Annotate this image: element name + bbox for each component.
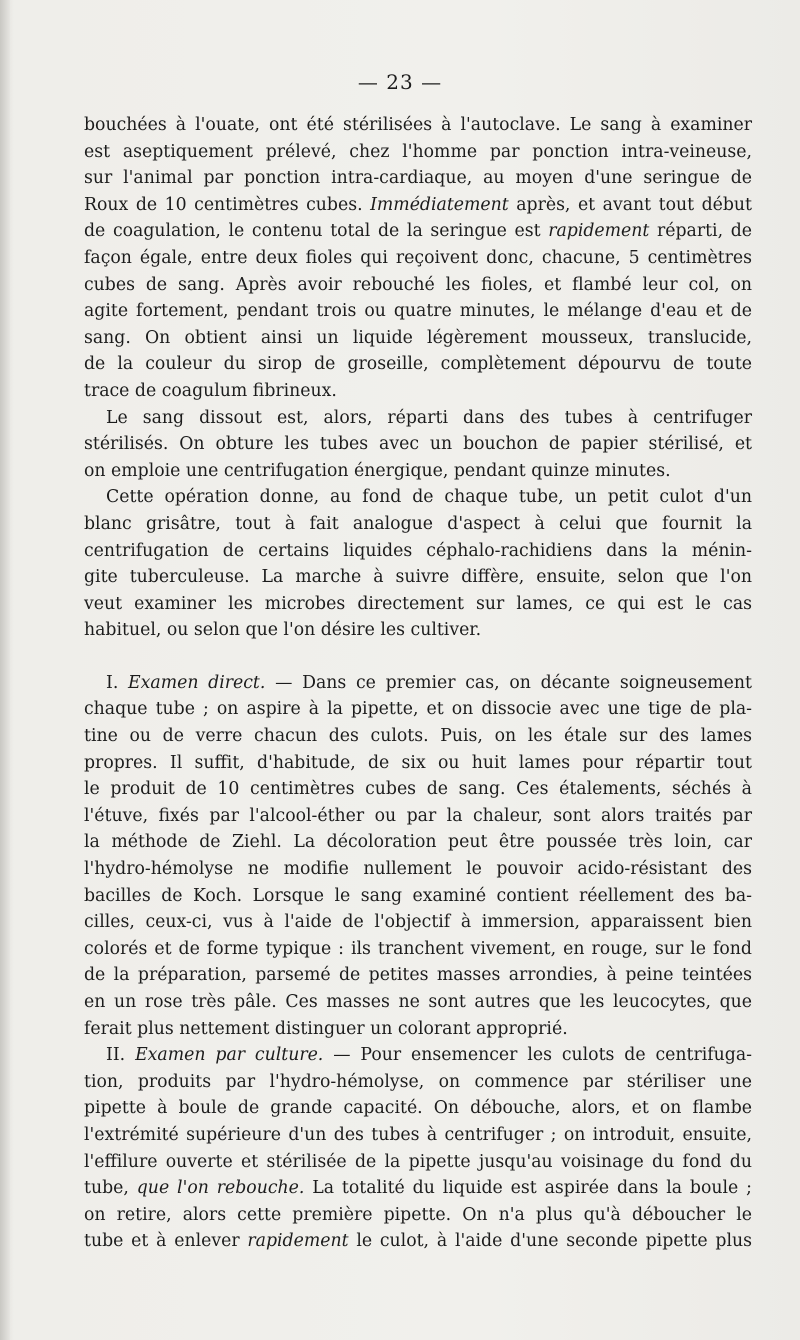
italic-phrase: que l'on rebouche. [136,1178,305,1199]
text-line: ferait plus nettement distinguer un colorant approprié. [84,1018,568,1039]
text-line: Cette opération donne, au fond de chaque tube, un petit culot d'un [106,487,752,508]
page-number: — 23 — [357,70,443,94]
body-text [84,112,752,1255]
paragraph-gap [84,644,752,670]
text-line: on retire, alors cette première pipette. On n'a plus qu'à déboucher le [84,1204,752,1225]
text-line: tion, produits par l'hydro-hémolyse, on commence par stériliser une [84,1071,752,1092]
text-line: II. Examen par culture. — Pour ensemencer les culots de centrifuga- [106,1045,753,1066]
italic-phrase: Examen direct. [128,672,266,693]
text-line: habituel, ou selon que l'on désire les cultiver. [84,620,482,641]
text-line: blanc grisâtre, tout à fait analogue d'aspect à celui que fournit la [84,513,752,534]
text-line: stérilisés. On obture les tubes avec un bouchon de papier stérilisé, et [84,434,752,455]
text-line: agite fortement, pendant trois ou quatre minutes, le mélange d'eau et de [84,301,752,322]
text-line: centrifugation de certains liquides céphalo-rachidiens dans la ménin- [84,540,752,561]
text-line: de la préparation, parsemé de petites masses arrondies, à peine teintées [84,965,752,986]
text-line: I. Examen direct. — Dans ce premier cas, on décante soigneusement [106,672,752,693]
text-line: tine ou de verre chacun des culots. Puis, on les étale sur des lames [84,726,752,747]
text-line: tube, que l'on rebouche. La totalité du liquide est aspirée dans la boule ; [84,1178,752,1199]
text-line: chaque tube ; on aspire à la pipette, et on dissocie avec une tige de pla- [84,699,752,720]
text-line: pipette à boule de grande capacité. On débouche, alors, et on flambe [84,1098,752,1119]
text-line: on emploie une centrifugation énergique, pendant quinze minutes. [84,460,671,481]
italic-phrase: rapidement [247,1231,349,1252]
text-line: cubes de sang. Après avoir rebouché les fioles, et flambé leur col, on [84,274,752,295]
page-binding-edge [0,0,10,1340]
text-line: la méthode de Ziehl. La décoloration peut être poussée très loin, car [84,832,752,853]
text-line: propres. Il suffit, d'habitude, de six ou huit lames pour répartir tout [84,752,752,773]
text-line: est aseptiquement prélevé, chez l'homme par ponction intra-veineuse, [84,141,752,162]
text-line: l'extrémité supérieure d'un des tubes à centrifuger ; on introduit, ensuite, [84,1124,752,1145]
text-line: façon égale, entre deux fioles qui reçoivent donc, chacune, 5 centimètres [84,247,752,268]
text-line: de la couleur du sirop de groseille, complètement dépourvu de toute [84,354,752,375]
text-line: en un rose très pâle. Ces masses ne sont autres que les leucocytes, que [84,992,752,1012]
italic-phrase: rapidement [548,221,650,242]
text-line: le produit de 10 centimètres cubes de sang. Ces étalements, séchés à [84,779,752,800]
text-line: cilles, ceux-ci, vus à l'aide de l'objectif à immersion, apparaissent bien [84,912,752,933]
text-line: Roux de 10 centimètres cubes. Immédiatement après, et avant tout début [84,194,752,215]
text-line: colorés et de forme typique : ils tranchent vivement, en rouge, sur le fond [84,938,752,959]
italic-phrase: Examen par culture. [135,1045,324,1066]
text-line: de coagulation, le contenu total de la seringue est rapidement réparti, de [84,221,753,242]
text-line: sur l'animal par ponction intra-cardiaque, au moyen d'une seringue de [84,168,752,189]
text-line: gite tuberculeuse. La marche à suivre diffère, ensuite, selon que l'on [84,567,752,588]
text-line: bacilles de Koch. Lorsque le sang examiné contient réellement des ba- [84,885,752,906]
text-line: Le sang dissout est, alors, réparti dans des tubes à centrifuger [106,407,752,428]
italic-phrase: Immédiatement [370,194,509,215]
text-line: l'effilure ouverte et stérilisée de la pipette jusqu'au voisinage du fond du [84,1151,752,1172]
text-line: veut examiner les microbes directement sur lames, ce qui est le cas [84,593,752,614]
text-line: tube et à enlever rapidement le culot, à l'aide d'une seconde pipette plus [84,1231,752,1252]
text-line: bouchées à l'ouate, ont été stérilisées à l'autoclave. Le sang à examiner [84,115,752,135]
text-line: trace de coagulum fibrineux. [84,380,337,401]
text-line: l'hydro-hémolyse ne modifie nullement le pouvoir acido-résistant des [84,859,752,880]
text-line: sang. On obtient ainsi un liquide légèrement mousseux, translucide, [84,327,752,348]
text-line: l'étuve, fixés par l'alcool-éther ou par la chaleur, sont alors traités par [84,805,752,826]
